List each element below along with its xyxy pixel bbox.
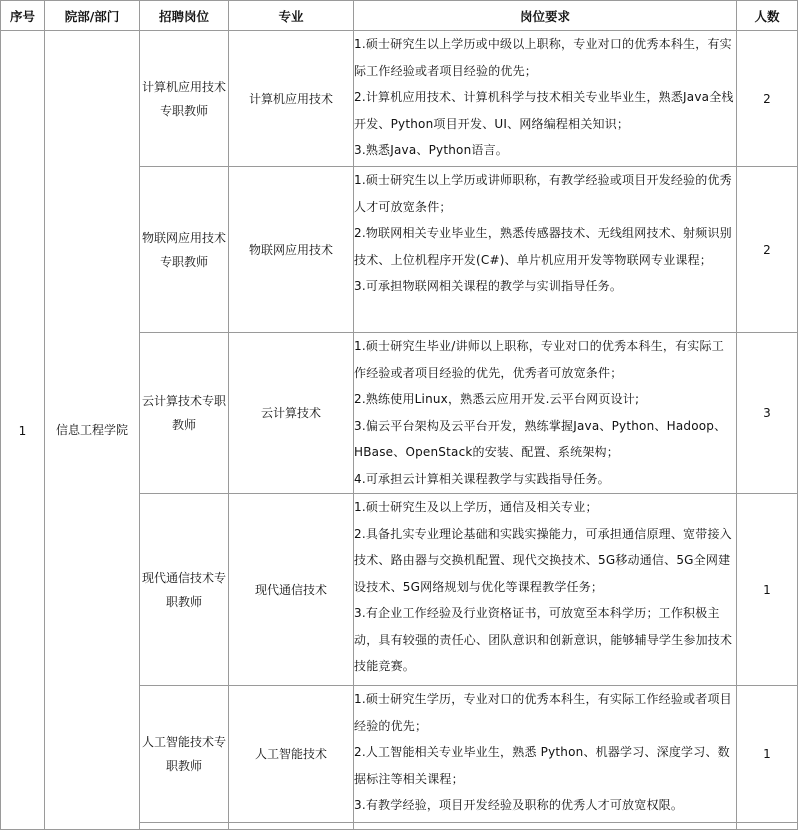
position-cell: 计算机应用技术专职教师 [140, 31, 229, 167]
count-cell: 1 [737, 686, 798, 823]
requirement-item: 1.硕士研究生以上学历或讲师职称，有教学经验或项目开发经验的优秀人才可放宽条件； [354, 173, 732, 214]
position-cell: 物联网应用技术专职教师 [140, 167, 229, 333]
position-cell: 人工智能技术专职教师 [140, 686, 229, 823]
empty-cell [229, 823, 354, 830]
requirement-item: 2.具备扎实专业理论基础和实践实操能力，可承担通信原理、宽带接入技术、路由器与交换机配置、现代交换技术、5G移动通信、5G全网建设技术、5G网络规划与优化等课程教学任务； [354, 526, 732, 594]
count-cell: 3 [737, 333, 798, 494]
requirement-item: 1.硕士研究生毕业/讲师以上职称，专业对口的优秀本科生，有实际工作经验或者项目经验的优先，优秀者可放宽条件； [354, 339, 724, 380]
requirement-item: 3.偏云平台架构及云平台开发，熟练掌握Java、Python、Hadoop、HBase、OpenStack的安装、配置、系统架构； [354, 418, 727, 459]
table-row [1, 31, 798, 167]
count-cell: 2 [737, 31, 798, 167]
major-cell: 现代通信技术 [229, 494, 354, 686]
requirement-item: 1.硕士研究生以上学历或中级以上职称，专业对口的优秀本科生，有实际工作经验或者项目经验的优先； [354, 37, 732, 78]
header-major: 专业 [229, 1, 354, 31]
major-cell: 物联网应用技术 [229, 167, 354, 333]
requirement-item: 3.有教学经验，项目开发经验及职称的优秀人才可放宽权限。 [354, 798, 684, 812]
requirement-item: 3.可承担物联网相关课程的教学与实训指导任务。 [354, 279, 623, 293]
requirement-item: 1.硕士研究生及以上学历，通信及相关专业； [354, 500, 598, 514]
requirement-item: 2.人工智能相关专业毕业生，熟悉 Python、机器学习、深度学习、数据标注等相关课程； [354, 745, 730, 786]
empty-cell [354, 823, 737, 830]
header-index: 序号 [1, 1, 45, 31]
requirement-item: 2.计算机应用技术、计算机科学与技术相关专业毕业生，熟悉Java全栈开发、Python项目开发、UI、网络编程相关知识； [354, 90, 734, 131]
requirements-cell [354, 333, 737, 494]
requirements-cell [354, 167, 737, 333]
major-cell: 计算机应用技术 [229, 31, 354, 167]
empty-cell [737, 823, 798, 830]
header-department: 院部/部门 [45, 1, 140, 31]
requirement-item: 3.熟悉Java、Python语言。 [354, 143, 508, 157]
requirements-cell [354, 494, 737, 686]
empty-cell [140, 823, 229, 830]
requirement-item: 2.熟练使用Linux，熟悉云应用开发.云平台网页设计; [354, 392, 640, 406]
table-header-row [1, 1, 798, 31]
row-index: 1 [1, 31, 45, 830]
position-cell: 现代通信技术专职教师 [140, 494, 229, 686]
header-requirements: 岗位要求 [354, 1, 737, 31]
requirement-item: 2.物联网相关专业毕业生，熟悉传感器技术、无线组网技术、射频识别技术、上位机程序开发(C#)、单片机应用开发等物联网专业课程； [354, 226, 732, 267]
requirement-item: 1.硕士研究生学历，专业对口的优秀本科生，有实际工作经验或者项目经验的优先； [354, 692, 732, 733]
count-cell: 1 [737, 494, 798, 686]
header-position: 招聘岗位 [140, 1, 229, 31]
major-cell: 人工智能技术 [229, 686, 354, 823]
header-count: 人数 [737, 1, 798, 31]
requirements-cell [354, 31, 737, 167]
department-name: 信息工程学院 [45, 31, 140, 830]
position-cell: 云计算技术专职教师 [140, 333, 229, 494]
count-cell: 2 [737, 167, 798, 333]
requirement-item: 3.有企业工作经验及行业资格证书，可放宽至本科学历；工作积极主动，具有较强的责任心、团队意识和创新意识，能够辅导学生参加技术技能竞赛。 [354, 606, 733, 673]
requirement-item: 4.可承担云计算相关课程教学与实践指导任务。 [354, 471, 610, 486]
major-cell: 云计算技术 [229, 333, 354, 494]
requirements-cell [354, 686, 737, 823]
